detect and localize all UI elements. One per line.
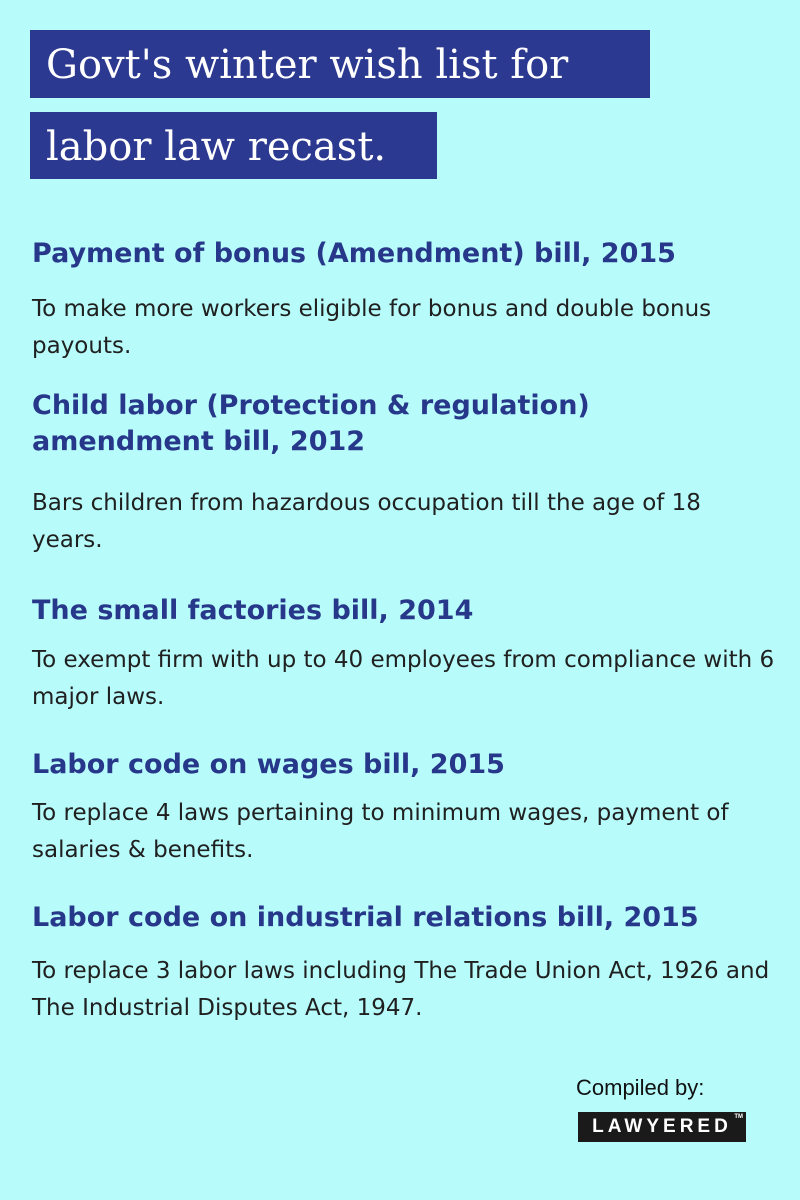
lawyered-logo-text: LAWYERED: [592, 1116, 732, 1137]
page-title-line-2: labor law recast.: [46, 124, 387, 170]
bill-heading-bonus: Payment of bonus (Amendment) bill, 2015: [32, 238, 676, 269]
bill-heading-small-factories: The small factories bill, 2014: [32, 595, 474, 626]
lawyered-logo: [578, 1112, 746, 1142]
page-title-line-1: Govt's winter wish list for: [46, 42, 569, 88]
bill-description-bonus: To make more workers eligible for bonus and double bonus payouts.: [32, 296, 712, 359]
bill-description-industrial-relations: To replace 3 labor laws including The Trade Union Act, 1926 and The Industrial Disputes Act, 1947.: [32, 958, 770, 1021]
trademark-mark: TM: [734, 1114, 743, 1120]
title-banner-line-2: [30, 112, 437, 179]
bill-description-small-factories: To exempt firm with up to 40 employees from compliance with 6 major laws.: [32, 647, 775, 710]
compiled-by-label: Compiled by:: [576, 1075, 705, 1100]
bill-description-child-labor: Bars children from hazardous occupation till the age of 18 years.: [32, 490, 701, 553]
bill-heading-industrial-relations: Labor code on industrial relations bill, 2015: [32, 902, 699, 933]
title-banner-line-1: [30, 30, 650, 98]
bill-description-wages: To replace 4 laws pertaining to minimum wages, payment of salaries & benefits.: [32, 800, 729, 863]
bill-heading-wages: Labor code on wages bill, 2015: [32, 749, 505, 780]
bill-heading-child-labor: Child labor (Protection & regulation) amendment bill, 2012: [32, 390, 590, 457]
